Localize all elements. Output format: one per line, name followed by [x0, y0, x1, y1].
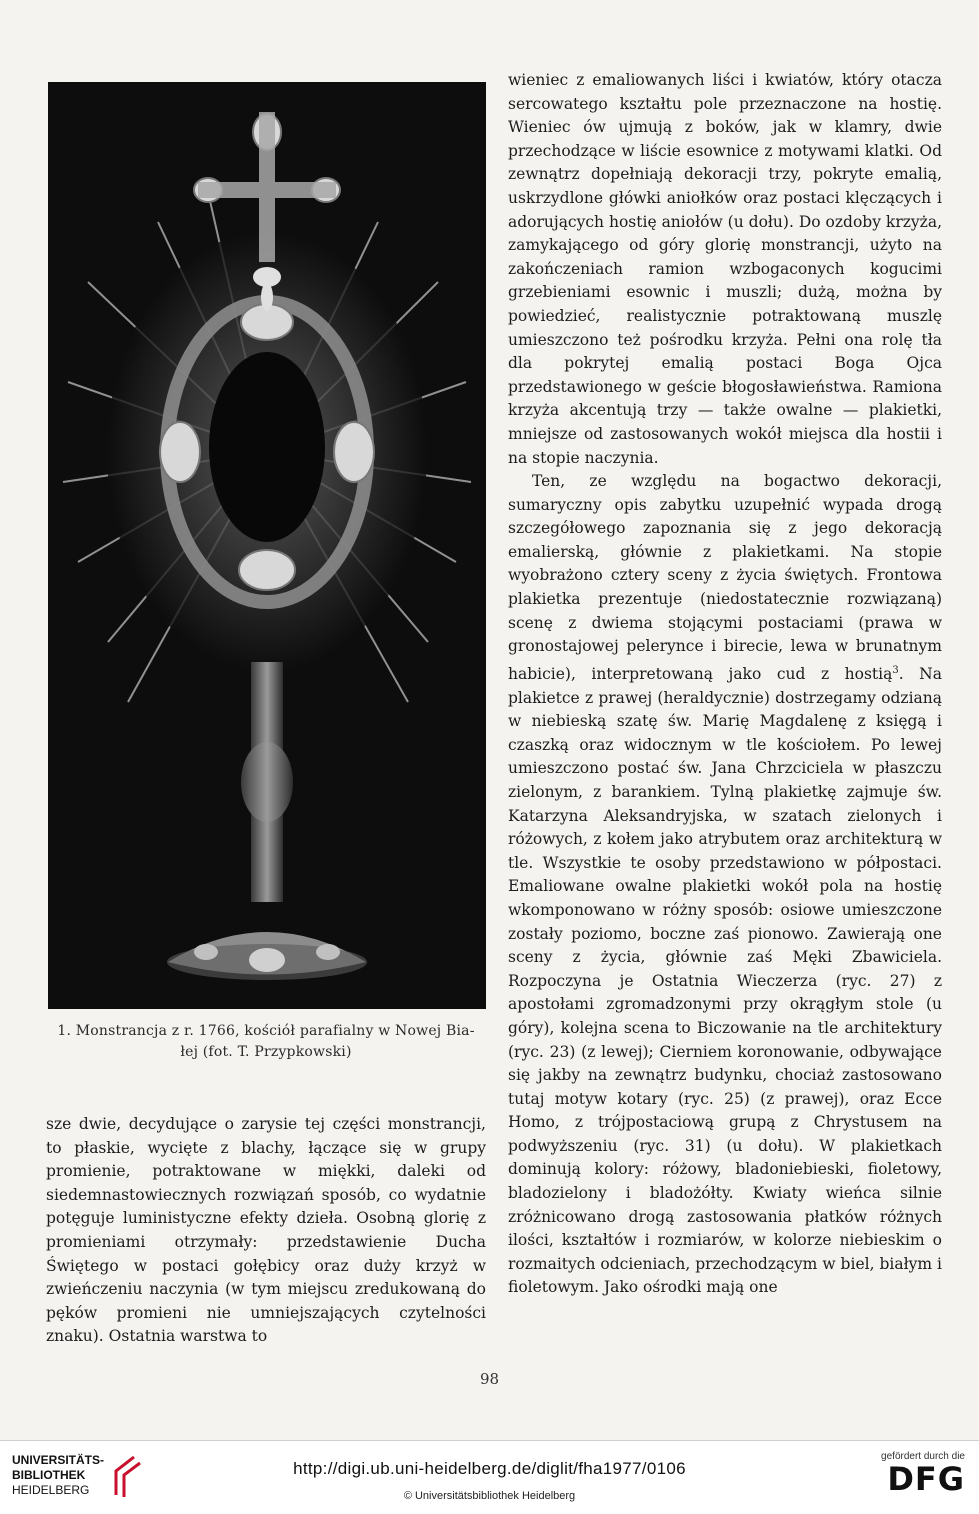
paragraph-2: [508, 470, 942, 1300]
figure-caption: [40, 1021, 492, 1063]
library-name-line-3: HEIDELBERG: [12, 1483, 90, 1497]
paragraph-1: wieniec z emaliowanych liści i kwiatów, który otacza sercowatego kształtu pole przeznaczone na hostię. Wieniec ów ujmują z boków, jak w klamry, dwie przechodzące w liście esownice z motywami klatki. Od zewnątrz dopełniają dekoracji trzy, pokryte emalią, uskrzydlone główki aniołków oraz postaci klęczących i adorujących hostię aniołów (u dołu). Do ozdoby krzyża, zamykającego od góry glorię monstrancji, użyto na zakończeniach ramion wzbogaconych kogucimi grzebieniami esownic i muszli; dużą, można by powiedzieć, realistycznie potraktowaną muszlę umieszczono też pośrodku krzyża. Pełni ona rolę tła dla pokrytej emalią postaci Boga Ojca przedstawionego w geście błogosławieństwa. Ramiona krzyża akcentują trzy — także owalne — plakietki, mniejsze od zastosowanych wokół miejsca dla hostii i na stopie naczynia.: [508, 71, 942, 467]
host-field: [209, 352, 325, 542]
funding-notice[interactable]: [865, 1451, 965, 1496]
dfg-logo: DFG: [887, 1460, 965, 1498]
copyright-notice: © Universitätsbibliothek Heidelberg: [403, 1490, 576, 1502]
monstrance-photo: [48, 82, 486, 1009]
right-column: [508, 69, 942, 1300]
knop: [241, 742, 293, 822]
caption-line-1: 1. Monstrancja z r. 1766, kościół parafialny w Nowej Bia-: [57, 1023, 475, 1039]
library-name-line-1: UNIVERSITÄTS-: [12, 1453, 105, 1467]
paragraph-2-end: . Na plakietce z prawej (heraldycznie) dostrzegamy odzianą w niebieską szatę św. Marię Magdalenę z księgą i czaszką oraz widocznym w tle kościołem. Po lewej umieszczono postać św. Jana Chrzciciela w płaszczu zielonym, z barankiem. Tylną plakietkę zajmuje św. Katarzyna Aleksandryjska, w szatach zielonych i różowych, z kołem jako atrybutem oraz architekturą w tle. Wszystkie te osoby przedstawiono w półpostaci. Emaliowane owalne plakietki wokół pola na hostię wkomponowano w różny sposób: osiowe umieszczone zostały poziomo, boczne zaś pionowo. Zawierają one sceny z życia, głównie zaś Męki Zbawiciela. Rozpoczyna je Ostatnia Wieczerza (ryc. 27) z apostołami zgromadzonymi przy okrągłym stole (u góry), kolejna scena to Biczowanie na tle architektury (ryc. 23) (z lewej); Cierniem koronowanie, odbywające się jakby na zewnątrz budynku, chociaż zastosowano tutaj motyw kotary (ryc. 25) (z prawej), oraz Ecce Homo, z trójpostaciową grupą z Chrystusem na podwyższeniu (ryc. 31) (u dołu). W plakietkach dominują kolory: różowy, bladoniebieski, fioletowy, bladozielony i bladożółty. Kwiaty wieńca silnie zróżnicowano drogą zastosowania płatków różnych ilości, kształtów i rozmiarów, w kolorze niebieskim o rozmaitych odcieniach, przechodzącym w biel, białym i fioletowym. Jako ośrodki mają one: [508, 665, 942, 1297]
caption-line-2: łej (fot. T. Przypkowski): [180, 1044, 352, 1060]
funding-label: gefördert durch die: [881, 1451, 965, 1462]
page-number: 98: [479, 1370, 500, 1388]
footer-bar: [0, 1440, 979, 1514]
monstrance-illustration: [48, 82, 486, 1009]
left-column-text: sze dwie, decydujące o zarysie tej części monstrancji, to płaskie, wycięte z blachy, łączące się w grupy promienie, potraktowane w miękki, daleki od siedemnastowiecznych rozwiązań sposób, co wydatnie potęguje luministyczne efekty dzieła. Osobną glorię z promieniami otrzymały: przedstawienie Ducha Świętego w postaci gołębicy oraz duży krzyż w zwieńczeniu naczynia (w tym miejscu zredukowaną do pęków promieni nie umniejszających czytelności znaku). Ostatnia warstwa to: [46, 1115, 486, 1346]
footnote-reference[interactable]: 3: [892, 664, 899, 676]
library-name-line-2: BIBLIOTHEK: [12, 1468, 86, 1482]
paragraph-2-start: Ten, ze względu na bogactwo dekoracji, sumaryczny opis zabytku uzupełnić wypada drogą szczegółowego zapoznania się z jego dekoracją emalierską, głównie z plakietkami. Na stopie wyobrażono cztery sceny z życia świętych. Frontowa plakietka prezentuje (niedostatecznie rozwiązaną) scenę z dwiema stojącymi postaciami (prawa w gronostajowej pelerynce i birecie, lewa w brunatnym habicie), interpretowaną jako cud z hostią: [508, 472, 942, 683]
document-url[interactable]: http://digi.ub.uni-heidelberg.de/diglit/fha1977/0106: [293, 1459, 686, 1478]
